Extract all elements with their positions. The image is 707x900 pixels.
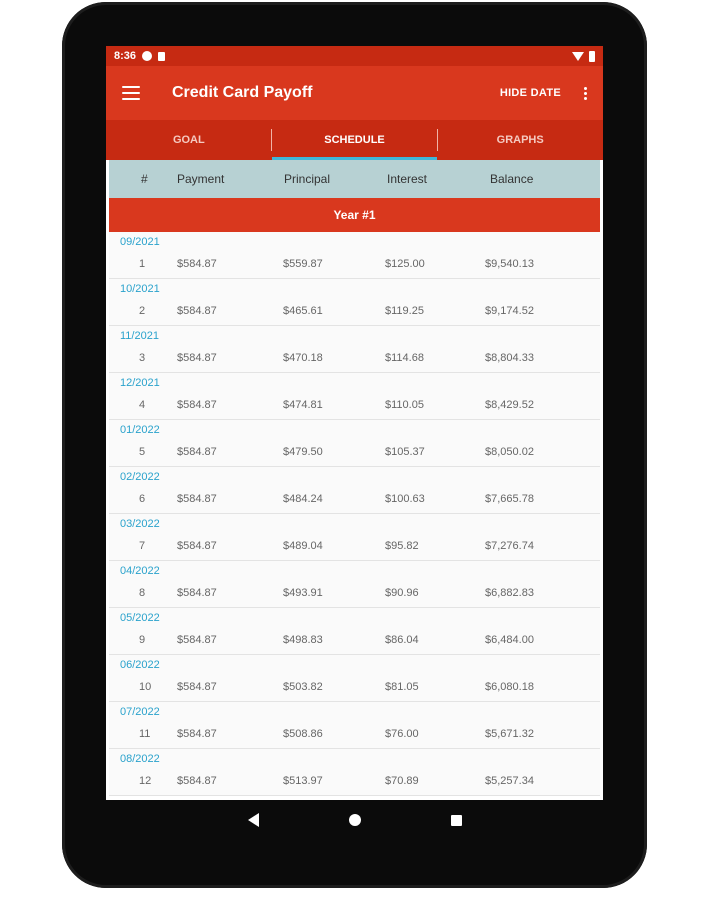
row-interest: $95.82 [385,540,419,552]
row-number: 6 [139,493,146,505]
sdcard-icon [158,52,165,61]
row-payment: $584.87 [177,728,217,740]
row-interest: $114.68 [385,352,424,364]
row-payment: $584.87 [177,258,217,270]
schedule-content[interactable] [106,160,603,800]
notification-icon [142,51,152,61]
row-balance: $6,080.18 [485,681,534,693]
row-interest: $76.00 [385,728,419,740]
row-interest: $86.04 [385,634,419,646]
recents-square-icon[interactable] [451,815,462,826]
row-principal: $489.04 [283,540,323,552]
row-interest: $90.96 [385,587,419,599]
row-number: 8 [139,587,146,599]
row-number: 9 [139,634,146,646]
hamburger-menu-icon[interactable] [122,86,140,100]
table-row [109,467,600,514]
status-time: 8:36 [114,50,137,62]
row-date: 08/2022 [120,753,160,765]
table-row [109,514,600,561]
row-interest: $105.37 [385,446,425,458]
wifi-icon [572,52,584,61]
row-principal: $493.91 [283,587,323,599]
row-balance: $7,276.74 [485,540,534,552]
header-interest: Interest [387,172,428,186]
row-interest: $100.63 [385,493,425,505]
row-balance: $9,174.52 [485,305,534,317]
tab-divider [437,129,438,151]
row-payment: $584.87 [177,634,217,646]
header-payment: Payment [177,172,225,186]
table-row [109,420,600,467]
back-triangle-icon[interactable] [248,813,259,827]
row-number: 3 [139,352,146,364]
table-row [109,279,600,326]
row-number: 10 [139,681,152,693]
row-balance: $8,804.33 [485,352,534,364]
row-payment: $584.87 [177,305,217,317]
table-row [109,608,600,655]
row-principal: $484.24 [283,493,323,505]
row-balance: $5,671.32 [485,728,534,740]
table-row [109,326,600,373]
tab-bar [106,120,603,160]
more-vert-icon[interactable] [583,87,587,100]
row-payment: $584.87 [177,587,217,599]
app-screen [106,46,603,800]
row-payment: $584.87 [177,681,217,693]
row-principal: $503.82 [283,681,323,693]
battery-icon [589,51,595,62]
row-number: 5 [139,446,146,458]
row-interest: $70.89 [385,775,419,787]
row-number: 12 [139,775,152,787]
home-circle-icon[interactable] [349,814,361,826]
row-principal: $474.81 [283,399,323,411]
row-payment: $584.87 [177,493,217,505]
header-principal: Principal [284,172,331,186]
row-payment: $584.87 [177,540,217,552]
row-principal: $498.83 [283,634,323,646]
row-balance: $8,429.52 [485,399,534,411]
table-header-row [109,160,600,198]
table-row [109,749,600,796]
row-payment: $584.87 [177,775,217,787]
row-date: 02/2022 [120,471,160,483]
system-nav-bar [106,800,603,840]
row-payment: $584.87 [177,399,217,411]
row-payment: $584.87 [177,352,217,364]
row-date: 10/2021 [120,283,160,295]
row-number: 2 [139,305,146,317]
row-interest: $81.05 [385,681,419,693]
row-principal: $508.86 [283,728,323,740]
row-balance: $6,484.00 [485,634,534,646]
header-number: # [141,172,148,186]
row-date: 06/2022 [120,659,160,671]
table-row [109,561,600,608]
row-number: 1 [139,258,146,270]
row-principal: $559.87 [283,258,323,270]
row-balance: $9,540.13 [485,258,534,270]
row-date: 04/2022 [120,565,160,577]
row-principal: $470.18 [283,352,323,364]
row-interest: $119.25 [385,305,424,317]
row-date: 11/2021 [120,330,159,342]
row-balance: $6,882.83 [485,587,534,599]
row-principal: $479.50 [283,446,323,458]
year-section-header: Year #1 [109,198,600,232]
table-row [109,232,600,279]
row-number: 7 [139,540,146,552]
tab-graphs[interactable]: GRAPHS [496,134,544,146]
row-date: 05/2022 [120,612,160,624]
row-interest: $110.05 [385,399,424,411]
row-interest: $125.00 [385,258,425,270]
row-principal: $465.61 [283,305,323,317]
row-number: 11 [139,728,151,740]
row-date: 09/2021 [120,236,160,248]
row-number: 4 [139,399,146,411]
app-title: Credit Card Payoff [172,84,313,101]
row-balance: $7,665.78 [485,493,534,505]
schedule-rows [109,232,600,796]
tab-schedule[interactable]: SCHEDULE [272,120,438,160]
table-row [109,702,600,749]
table-row [109,373,600,420]
tab-goal[interactable]: GOAL [172,134,205,146]
header-balance: Balance [490,172,534,186]
table-row [109,655,600,702]
row-payment: $584.87 [177,446,217,458]
row-balance: $5,257.34 [485,775,534,787]
status-bar [106,46,603,66]
row-date: 03/2022 [120,518,160,530]
row-balance: $8,050.02 [485,446,534,458]
hide-date-button[interactable]: HIDE DATE [499,87,561,99]
tab-divider [271,129,272,151]
app-bar [106,66,603,120]
row-date: 07/2022 [120,706,160,718]
row-principal: $513.97 [283,775,323,787]
row-date: 01/2022 [120,424,160,436]
row-date: 12/2021 [120,377,160,389]
